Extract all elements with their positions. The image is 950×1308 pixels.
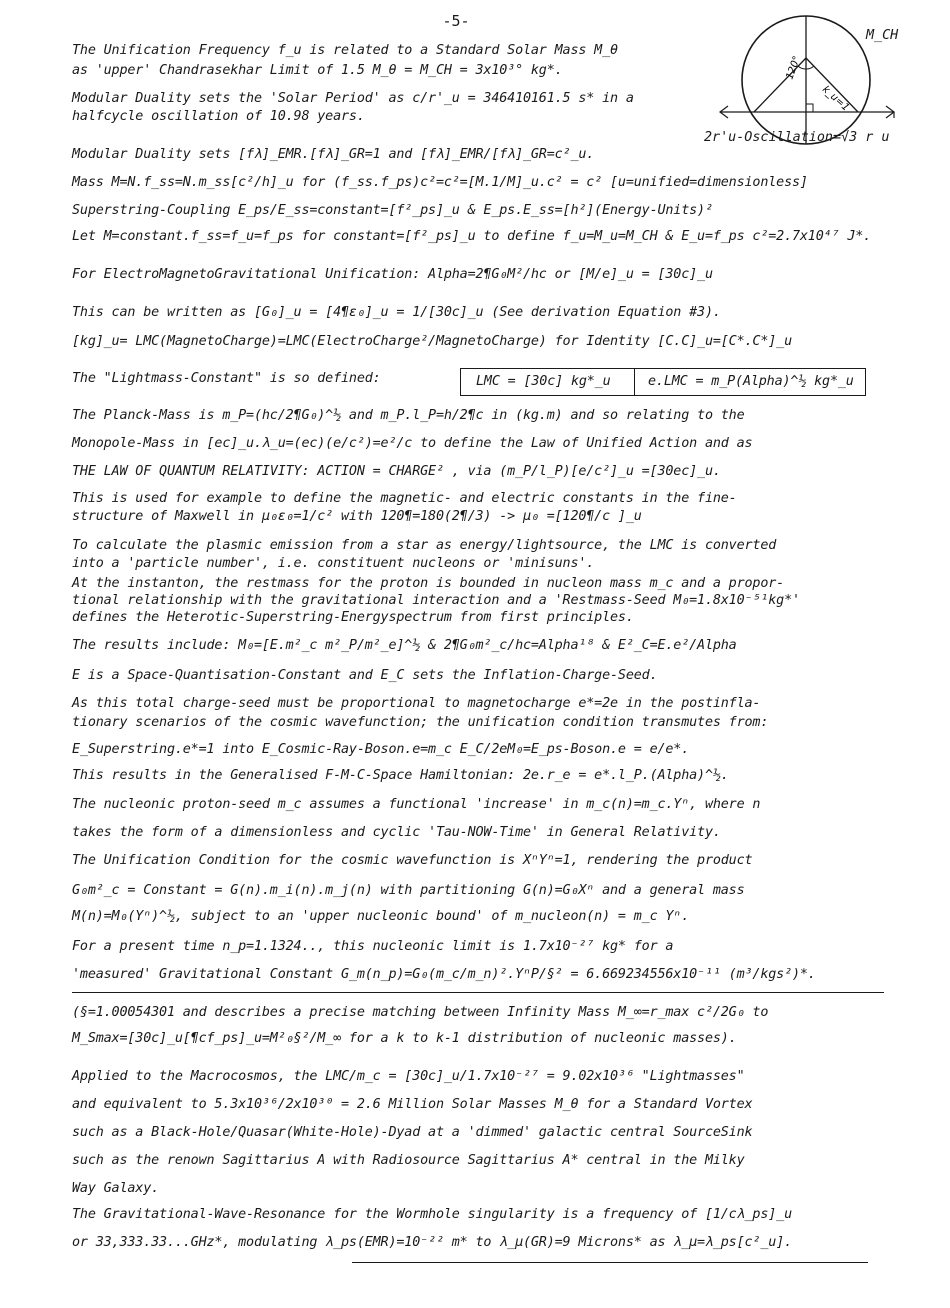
- text-line: takes the form of a dimensionless and cyclic 'Tau-NOW-Time' in General Relativity.: [72, 825, 721, 840]
- text-line: as 'upper' Chandrasekhar Limit of 1.5 M_θ = M_CH = 3x10³° kg*.: [72, 63, 563, 78]
- text-line: such as a Black-Hole/Quasar(White-Hole)-Dyad at a 'dimmed' galactic central SourceSink: [72, 1125, 753, 1140]
- lmc-definition-label: The "Lightmass-Constant" is so defined:: [72, 371, 381, 386]
- mch-label: M_CH: [866, 28, 899, 43]
- text-line: The results include: M₀=[E.m²_c m²_P/m²_e]^½ & 2¶G₀m²_c/hc=Alpha¹⁸ & E²_C=E.e²/Alpha: [72, 638, 737, 653]
- text-line: or 33,333.33...GHz*, modulating λ_ps(EMR)=10⁻²² m* to λ_μ(GR)=9 Microns* as λ_μ=λ_ps[c²_u].: [72, 1235, 792, 1250]
- text-line: and equivalent to 5.3x10³⁶/2x10³⁰ = 2.6 Million Solar Masses M_θ for a Standard Vortex: [72, 1097, 753, 1112]
- text-line: Applied to the Macrocosmos, the LMC/m_c = [30c]_u/1.7x10⁻²⁷ = 9.02x10³⁶ "Lightmasses": [72, 1069, 745, 1084]
- lmc-box-left: LMC = [30c] kg*_u: [476, 374, 611, 389]
- ku-label: k_u=1: [819, 84, 852, 114]
- text-line: 'measured' Gravitational Constant G_m(n_p)=G₀(m_c/m_n)².YⁿP/§² = 6.669234556x10⁻¹¹ (m³/kgs²)*.: [72, 967, 816, 982]
- text-line: E is a Space-Quantisation-Constant and E_C sets the Inflation-Charge-Seed.: [72, 668, 658, 683]
- text-line: To calculate the plasmic emission from a star as energy/lightsource, the LMC is converted: [72, 538, 777, 553]
- text-line: defines the Heterotic-Superstring-Energyspectrum from first principles.: [72, 610, 634, 625]
- text-line: As this total charge-seed must be proportional to magnetocharge e*=2e in the postinfla-: [72, 696, 761, 711]
- text-line: into a 'particle number', i.e. constituent nucleons or 'minisuns'.: [72, 556, 595, 571]
- text-line: Let M=constant.f_ss=f_u=f_ps for constant=[f²_ps]_u to define f_u=M_u=M_CH & E_u=f_ps c²=2.7x10⁴⁷ J*.: [72, 229, 872, 244]
- text-line: [kg]_u= LMC(MagnetoCharge)=LMC(ElectroCharge²/MagnetoCharge) for Identity [C.C]_u=[C*.C*]_u: [72, 334, 792, 349]
- text-line: Superstring-Coupling E_ps/E_ss=constant=[f²_ps]_u & E_ps.E_ss=[h²](Energy-Units)²: [72, 203, 713, 218]
- page-number: -5-: [442, 12, 470, 30]
- text-line: The Planck-Mass is m_P=(hc/2¶G₀)^½ and m_P.l_P=h/2¶c in (kg.m) and so relating to the: [72, 408, 745, 423]
- bottom-rule: [352, 1262, 868, 1263]
- text-line: Monopole-Mass in [ec]_u.λ_u=(ec)(e/c²)=e²/c to define the Law of Unified Action and as: [72, 436, 753, 451]
- text-line: E_Superstring.e*=1 into E_Cosmic-Ray-Boson.e=m_c E_C/2eM₀=E_ps-Boson.e = e/e*.: [72, 742, 690, 757]
- text-line: (§=1.00054301 and describes a precise matching between Infinity Mass M_∞=r_max c²/2G₀ to: [72, 1005, 769, 1020]
- text-line: This is used for example to define the magnetic- and electric constants in the fine-: [72, 491, 737, 506]
- text-line: For ElectroMagnetoGravitational Unification: Alpha=2¶G₀M²/hc or [M/e]_u = [30c]_u: [72, 267, 713, 282]
- text-line: For a present time n_p=1.1324.., this nucleonic limit is 1.7x10⁻²⁷ kg* for a: [72, 939, 674, 954]
- text-line: Way Galaxy.: [72, 1181, 160, 1196]
- text-line: The Unification Condition for the cosmic wavefunction is XⁿYⁿ=1, rendering the product: [72, 853, 753, 868]
- text-line: halfcycle oscillation of 10.98 years.: [72, 109, 365, 124]
- lmc-box-divider: [634, 368, 635, 395]
- text-line: G₀m²_c = Constant = G(n).m_i(n).m_j(n) with partitioning G(n)=G₀Xⁿ and a general mass: [72, 883, 745, 898]
- text-line: This can be written as [G₀]_u = [4¶ε₀]_u = 1/[30c]_u (See derivation Equation #3).: [72, 305, 721, 320]
- text-line: Mass M=N.f_ss=N.m_ss[c²/h]_u for (f_ss.f_ps)c²=c²=[M.1/M]_u.c² = c² [u=unified=dimensionless]: [72, 175, 808, 190]
- text-line: such as the renown Sagittarius A with Radiosource Sagittarius A* central in the Milky: [72, 1153, 745, 1168]
- text-line: structure of Maxwell in μ₀ε₀=1/c² with 120¶=180(2¶/3) -> μ₀ =[120¶/c ]_u: [72, 509, 642, 524]
- text-line: M_Smax=[30c]_u[¶cf_ps]_u=M²₀§²/M_∞ for a k to k-1 distribution of nucleonic masses).: [72, 1031, 737, 1046]
- text-line: THE LAW OF QUANTUM RELATIVITY: ACTION = CHARGE² , via (m_P/l_P)[e/c²]_u =[30ec]_u.: [72, 464, 721, 479]
- text-line: The Unification Frequency f_u is related to a Standard Solar Mass M_θ: [72, 43, 618, 58]
- text-line: tional relationship with the gravitational interaction and a 'Restmass-Seed M₀=1.8x10⁻⁵¹kg*': [72, 593, 800, 608]
- text-line: M(n)=M₀(Yⁿ)^½, subject to an 'upper nucleonic bound' of m_nucleon(n) = m_c Yⁿ.: [72, 909, 690, 924]
- text-line: This results in the Generalised F-M-C-Space Hamiltonian: 2e.r_e = e*.l_P.(Alpha)^½.: [72, 768, 729, 783]
- text-line: Modular Duality sets [fλ]_EMR.[fλ]_GR=1 and [fλ]_EMR/[fλ]_GR=c²_u.: [72, 147, 595, 162]
- oscillation-label: 2r'u-Oscillation=√3 r u: [704, 130, 890, 145]
- divider-rule: [72, 992, 884, 993]
- angle-label: 120°: [784, 54, 804, 82]
- text-line: tionary scenarios of the cosmic wavefunction; the unification condition transmutes from:: [72, 715, 769, 730]
- text-line: The nucleonic proton-seed m_c assumes a functional 'increase' in m_c(n)=m_c.Yⁿ, where n: [72, 797, 761, 812]
- text-line: Modular Duality sets the 'Solar Period' as c/r'_u = 346410161.5 s* in a: [72, 91, 634, 106]
- text-line: At the instanton, the restmass for the proton is bounded in nucleon mass m_c and a propor-: [72, 576, 785, 591]
- text-line: The Gravitational-Wave-Resonance for the Wormhole singularity is a frequency of [1/cλ_ps]_u: [72, 1207, 792, 1222]
- lmc-box-right: e.LMC = m_P(Alpha)^½ kg*_u: [648, 374, 854, 389]
